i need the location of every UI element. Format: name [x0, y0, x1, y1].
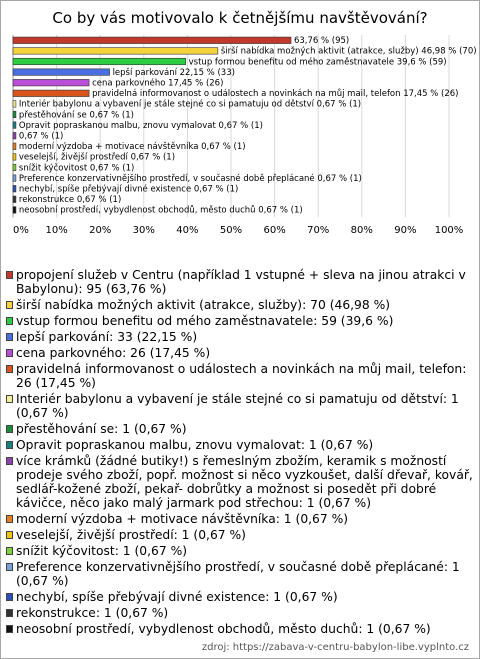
bar-label: veselejší, živější prostředí 0,67 % (1) [18, 152, 176, 163]
legend-item [6, 590, 474, 604]
legend-item [6, 622, 474, 636]
bar-label: 0,67 % (1) [18, 131, 64, 142]
x-tick-label: 70% [307, 225, 330, 237]
legend-item [6, 314, 474, 328]
legend-label: veselejší, živější prostředí: 1 (0,67 %) [16, 528, 246, 542]
bar [13, 143, 16, 150]
legend-item [6, 438, 474, 452]
legend-swatch [6, 515, 13, 523]
bar-label: vstup formou benefitu od mého zaměstnavatele 39,6 % (59) [188, 57, 447, 68]
legend-item [6, 346, 474, 360]
x-tick-label: 100% [434, 225, 464, 237]
legend-item [6, 268, 474, 296]
legend-label: Interiér babylonu a vybavení je stále stejné co si pamatuju od dětství: 1 (0,67 %) [16, 392, 459, 420]
bar [13, 196, 16, 203]
legend-item [6, 330, 474, 344]
bar [13, 69, 110, 76]
legend-item [6, 560, 474, 588]
bar [13, 101, 16, 108]
bar [13, 154, 16, 161]
legend-item [6, 454, 474, 510]
legend-item [6, 528, 474, 542]
bar [13, 90, 89, 97]
legend-label: nechybí, spíše přebývají divné existence: 1 (0,67 %) [16, 590, 338, 604]
bar-label: širší nabídka možných aktivit (atrakce, služby) 46,98 % (70) [220, 46, 477, 57]
x-tick-label: 30% [132, 225, 155, 237]
legend-item [6, 392, 474, 420]
bar-label: 63,76 % (95) [293, 36, 350, 47]
bar [13, 132, 16, 139]
legend-item [6, 298, 474, 312]
bar [13, 164, 16, 171]
legend-swatch [6, 271, 13, 279]
bar [13, 79, 89, 86]
legend-swatch [6, 317, 13, 325]
legend-label: snížit kýčovitost: 1 (0,67 %) [16, 544, 188, 558]
bar [13, 175, 16, 182]
legend-label: neosobní prostředí, vybydlenost obchodů, město duchů: 1 (0,67 %) [16, 622, 431, 636]
bar-label: cena parkovného 17,45 % (26) [92, 78, 224, 89]
legend-swatch [6, 333, 13, 341]
legend-swatch [6, 441, 13, 449]
source-note: zdroj: https://zabava-v-centru-babylon-libe.vyplnto.cz [201, 642, 469, 653]
legend-swatch [6, 395, 13, 403]
legend [6, 268, 474, 638]
bar [13, 58, 186, 65]
bar [13, 37, 291, 44]
legend-label: cena parkovného: 26 (17,45 %) [16, 346, 211, 360]
legend-swatch [6, 365, 13, 373]
legend-label: pravidelná informovanost o událostech a novinkách na můj mail, telefon: 26 (17,45 %) [16, 362, 467, 390]
bar [13, 207, 16, 214]
legend-label: propojení služeb v Centru (například 1 vstupné + sleva na jinou atrakci v Babylonu): 95 (63,76 %) [16, 268, 466, 296]
x-tick-label: 80% [350, 225, 373, 237]
x-tick-label: 10% [45, 225, 68, 237]
bar-label: nechybí, spíše přebývají divné existence 0,67 % (1) [18, 184, 239, 195]
legend-swatch [6, 547, 13, 555]
legend-label: moderní výzdoba + motivace návštěvníka: 1 (0,67 %) [16, 512, 349, 526]
bar-label: rekonstrukce 0,67 % (1) [18, 195, 122, 206]
legend-item [6, 362, 474, 390]
x-tick-label: 0% [13, 225, 29, 237]
legend-label: širší nabídka možných aktivit (atrakce, služby): 70 (46,98 %) [16, 298, 391, 312]
legend-label: lepší parkování: 33 (22,15 %) [16, 330, 198, 344]
legend-item [6, 544, 474, 558]
x-tick-label: 60% [263, 225, 286, 237]
legend-label: vstup formou benefitu od mého zaměstnavatele: 59 (39,6 %) [16, 314, 394, 328]
bar-label: Interiér babylonu a vybavení je stále stejné co si pamatuju od dětství 0,67 % (1) [18, 99, 362, 110]
bar-label: přestěhování se 0,67 % (1) [18, 110, 134, 121]
legend-swatch [6, 349, 13, 357]
legend-swatch [6, 531, 13, 539]
bar-label: snížit kýčovitost 0,67 % (1) [18, 163, 135, 174]
bar [13, 122, 16, 129]
x-tick-label: 90% [394, 225, 417, 237]
bar-label: pravidelná informovanost o událostech a novinkách na můj mail, telefon 17,45 % (26) [92, 89, 459, 100]
chart-title: Co by vás motivovalo k četnějšímu navštěvování? [52, 9, 428, 27]
legend-swatch [6, 625, 13, 633]
legend-swatch [6, 563, 13, 571]
x-tick-label: 20% [89, 225, 112, 237]
bar-label: lepší parkování 22,15 % (33) [112, 67, 235, 78]
legend-item [6, 512, 474, 526]
legend-item [6, 606, 474, 620]
legend-label: více krámků (žádné butiky!) s řemeslným zbožím, keramik s možností prodeje svého zboží, popř. možnost si něco vyzkoušet, další dřevař, kovář, sedlář-kožené zboží, pekař- dobrůtky a možnost si posedět při dobré kávičce, něco jako malý jarmark pod střechou: 1 (0,67 %) [16, 454, 473, 510]
legend-swatch [6, 457, 13, 465]
bar-label: moderní výzdoba + motivace návštěvníka 0,67 % (1) [18, 142, 246, 153]
bar-chart [1, 31, 479, 263]
bar-label: Opravit popraskanou malbu, znovu vymalovat 0,67 % (1) [18, 120, 263, 131]
bar [13, 185, 16, 192]
legend-label: Preference konzervativnějšího prostředí, v současné době přeplácané: 1 (0,67 %) [16, 560, 460, 588]
legend-swatch [6, 425, 13, 433]
legend-label: rekonstrukce: 1 (0,67 %) [16, 606, 169, 620]
bar-label: neosobní prostředí, vybydlenost obchodů, město duchů 0,67 % (1) [18, 205, 303, 216]
legend-label: přestěhování se: 1 (0,67 %) [16, 422, 187, 436]
bar [13, 48, 218, 55]
legend-swatch [6, 609, 13, 617]
x-tick-label: 50% [219, 225, 243, 237]
legend-swatch [6, 301, 13, 309]
bar [13, 111, 16, 118]
x-tick-label: 40% [176, 225, 199, 237]
legend-swatch [6, 593, 13, 601]
bar-label: Preference konzervativnějšího prostředí, v současné době přeplácané 0,67 % (1) [18, 173, 362, 184]
legend-item [6, 422, 474, 436]
legend-label: Opravit popraskanou malbu, znovu vymalovat: 1 (0,67 %) [16, 438, 374, 452]
